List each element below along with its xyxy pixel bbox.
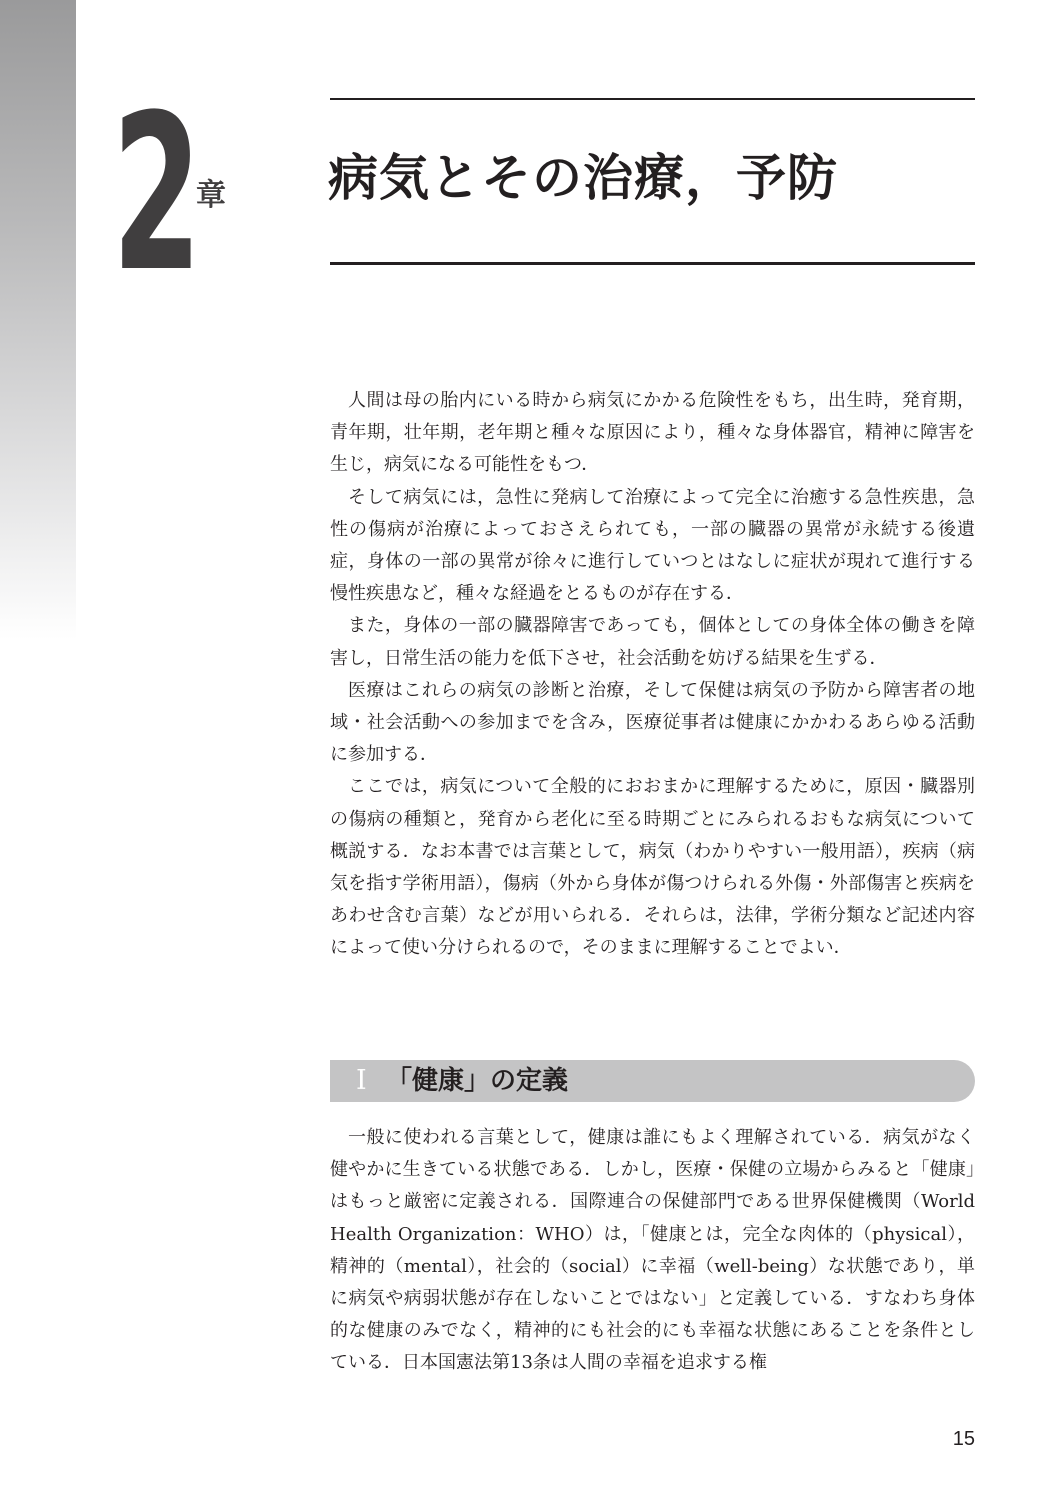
section-paragraph: 一般に使われる言葉として，健康は誰にもよく理解されている．病気がなく健やかに生きている状態である．しかし，医療・保健の立場からみると「健康」はもっと厳密に定義される．国際連合の保健部門である世界保健機関（World Health Organization：WHO）は，「健康とは，完全な肉体的（physical），精神的（mental），社会的（social）に幸福（well-being）な状態であり，単に病気や病弱状態が存在しないことではない」と定義している．すなわち身体的な健康のみでなく，精神的にも社会的にも幸福な状態にあることを条件としている．日本国憲法第13条は人間の幸福を追求する権 <box>330 1127 975 1374</box>
side-decoration-bar <box>0 0 76 640</box>
intro-paragraph: 医療はこれらの病気の診断と治療，そして保健は病気の予防から障害者の地域・社会活動への参加までを含み，医療従事者は健康にかかわるあらゆる活動に参加する． <box>330 679 975 766</box>
section-heading <box>330 1060 975 1102</box>
chapter-number: 2 <box>112 68 202 319</box>
intro-paragraph: そして病気には，急性に発病して治療によって完全に治癒する急性疾患，急性の傷病が治療によっておさえられても，一部の臓器の異常が永続する後遺症，身体の一部の異常が徐々に進行していつとはなしに症状が現れて進行する慢性疾患など，種々な経過をとるものが存在する． <box>330 486 975 605</box>
intro-paragraph: ここでは，病気について全般的におおまかに理解するために，原因・臓器別の傷病の種類と，発育から老化に至る時期ごとにみられるおもな病気について概説する．なお本書では言葉として，病気（わかりやすい一般用語），疾病（病気を指す学術用語），傷病（外から身体が傷つけられる外傷・外部傷害と疾病をあわせ含む言葉）などが用いられる．それらは，法律，学術分類など記述内容によって使い分けられるので，そのままに理解することでよい． <box>330 776 975 959</box>
title-top-rule <box>330 98 975 100</box>
intro-body <box>330 385 975 965</box>
intro-paragraph: 人間は母の胎内にいる時から病気にかかる危険性をもち，出生時，発育期，青年期，壮年期，老年期と種々な原因により，種々な身体器官，精神に障害を生じ，病気になる可能性をもつ． <box>330 390 975 476</box>
chapter-suffix: 章 <box>196 178 226 213</box>
title-bottom-rule <box>330 262 975 265</box>
chapter-title: 病気とその治療，予防 <box>328 149 838 207</box>
section-body <box>330 1122 975 1380</box>
page-number: 15 <box>952 1428 975 1450</box>
intro-paragraph: また，身体の一部の臓器障害であっても，個体としての身体全体の働きを障害し，日常生活の能力を低下させ，社会活動を妨げる結果を生ずる． <box>330 615 975 669</box>
section-title: 「健康」の定義 <box>386 1066 569 1096</box>
section-number: I <box>356 1065 367 1096</box>
